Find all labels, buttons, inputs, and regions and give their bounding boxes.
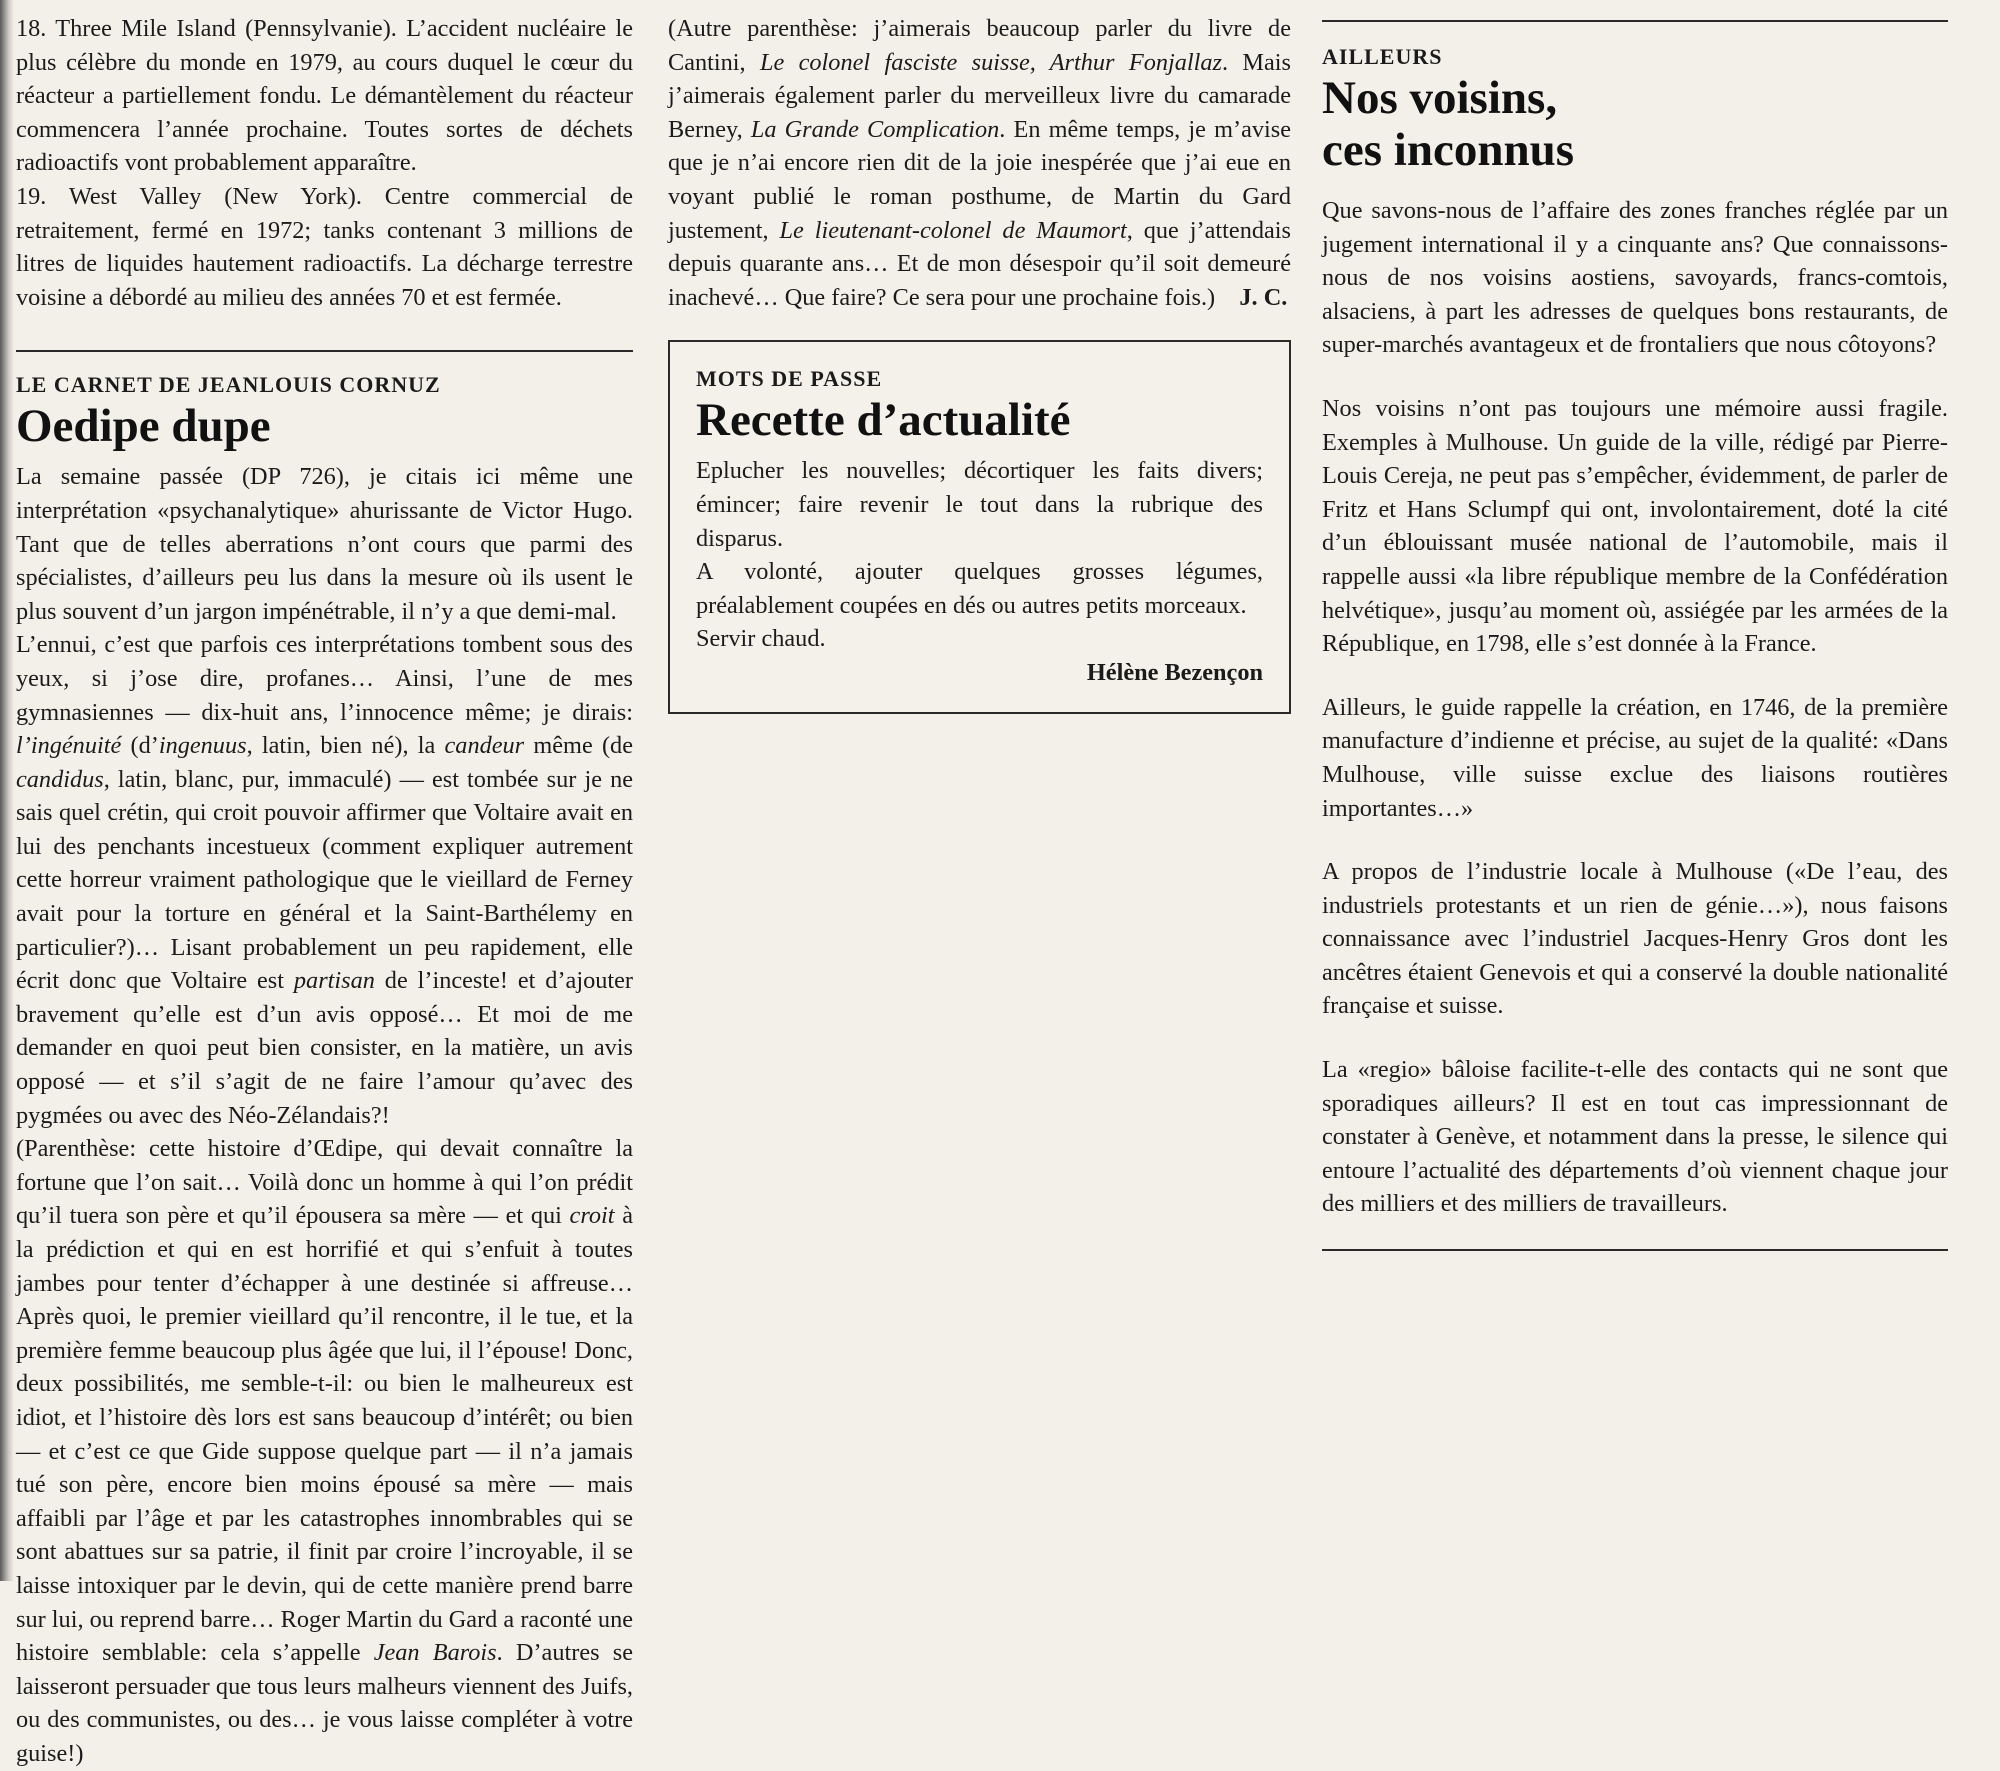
box-paragraph: Eplucher les nouvelles; décortiquer les faits divers; émincer; faire revenir le tout dans la rubrique des disparus. [696,457,1263,552]
section-kicker: LE CARNET DE JEANLOUIS CORNUZ [16,372,441,398]
article-title-line: Nos voisins, [1322,72,1558,124]
section-divider [1322,20,1948,22]
article-paragraph: Nos voisins n’ont pas toujours une mémoire aussi fragile. Exemples à Mulhouse. Un guide de la ville, rédigé par Pierre-Louis Cereja, ne peut pas s’empêcher, évidemment, de parler de Fritz et Hans Sclumpf qui ont, involontairement, doté la cité d’un éblouissant musée national de l’automobile, mais il rappelle aussi «la libre république membre de la Confédération helvétique», jusqu’au moment où, assiégée par les armées de la République, en 1798, elle s’est donnée à la France. [1322,394,1948,658]
box-paragraph: A volonté, ajouter quelques grosses légumes, préalablement coupées en dés ou autres petits morceaux. [696,558,1263,619]
article-paragraph: La semaine passée (DP 726), je citais ici même une interprétation «psychanalytique» ahurissante de Victor Hugo. Tant que de telles aberrations n’ont cours que parmi des spécialistes, d’ailleurs peu lus dans la mesure où ils usent le plus souvent d’un jargon impénétrable, il n’y a que demi-mal. [16,463,633,625]
author-initials: J. C. [1239,283,1288,311]
article-paragraph: La «regio» bâloise facilite-t-elle des contacts qui ne sont que sporadiques ailleurs? Il est en tout cas impressionnant de constater à Genève, et notamment dans la presse, le silence qui entoure l’actualité des départements d’où viennent chaque jour des milliers et des milliers de travailleurs. [1322,1056,1948,1218]
article-title-line: ces inconnus [1322,124,1575,176]
article-paragraph: (Parenthèse: cette histoire d’Œdipe, qui devait connaître la fortune que l’on sait… Voilà donc un homme à qui l’on prédit qu’il tuera son père et qu’il épousera sa mère — et qui croit à la prédiction et qui en est horrifié et qui s’enfuit à toutes jambes pour tenter d’échapper à une destinée si affreuse… Après quoi, le premier vieillard qu’il rencontre, il le tue, et la première femme beaucoup plus âgée que lui, il l’épouse! Donc, deux possibilités, me semble-t-il: ou bien le malheureux est idiot, et l’histoire dès lors est sans beaucoup d’intérêt; ou bien — et c’est ce que Gide suppose quelque part — il n’a jamais tué son père, encore bien moins épousé sa mère — mais affaibli par l’âge et par les catastrophes innombrables qui se sont abattues sur sa patrie, il finit par croire l’incroyable, il se laisse intoxiquer par le devin, qui de cette manière prend barre sur lui, ou reprend barre… Roger Martin du Gard a raconté une histoire semblable: cela s’appelle Jean Barois. D’autres se laisseront persuader que tous leurs malheurs viennent des Juifs, ou des communistes, ou des… je vous laisse compléter à votre guise!) [16,1135,634,1767]
article-paragraph: (Autre parenthèse: j’aimerais beaucoup parler du livre de Cantini, Le colonel fasciste suisse, Arthur Fonjallaz. Mais j’aimerais également parler du merveilleux livre du camarade Berney, La Grande Complication. En même temps, je m’avise que je n’ai encore rien dit de la joie inespérée que j’ai eue en voyant publié le roman posthume, de Martin du Gard justement, Le lieutenant-colonel de Maumort, que j’attendais depuis quarante ans… Et de mon désespoir qu’il soit demeuré inachevé… Que faire? Ce sera pour une prochaine fois.) J. C. [668,15,1292,311]
section-divider [16,350,633,352]
article-paragraph: Ailleurs, le guide rappelle la création, en 1746, de la première manufacture d’indienne et précise, au sujet de la qualité: «Dans Mulhouse, ville suisse exclue des liaisons routières importantes…» [1322,693,1948,822]
section-divider [1322,1249,1948,1251]
list-item-18: 18. Three Mile Island (Pennsylvanie). L’accident nucléaire le plus célèbre du monde en 1979, au cours duquel le cœur du réacteur a partiellement fondu. Le démantèlement du réacteur commencera l’année prochaine. Toutes sortes de déchets radioactifs vont probablement apparaître. [16,15,633,177]
page-binding-edge [0,0,14,1581]
section-kicker: AILLEURS [1322,44,1443,69]
sidebar-box [668,340,1291,713]
article-paragraph: Que savons-nous de l’affaire des zones franches réglée par un jugement international il y a cinquante ans? Que connaissons-nous de nos voisins aostiens, savoyards, francs-comtois, alsaciens, à part les adresses de quelques bons restaurants, de super-marchés avantageux et de frontaliers que nous côtoyons? [1322,197,1948,359]
box-paragraph: Servir chaud. [696,625,826,653]
article-paragraph: L’ennui, c’est que parfois ces interprétations tombent sous des yeux, si j’ose dire, profanes… Ainsi, l’une de mes gymnasiennes — dix-huit ans, l’innocence même; je dirais: l’ingénuité (d’ingenuus, latin, bien né), la candeur même (de candidus, latin, blanc, pur, immaculé) — est tombée sur je ne sais quel crétin, qui croit pouvoir affirmer que Voltaire avait en lui des penchants incestueux (comment expliquer autrement cette horreur vraiment pathologique que le vieillard de Ferney avait pour la torture en général et la Saint-Barthélemy en particulier?)… Lisant probablement un peu rapidement, elle écrit donc que Voltaire est partisan de l’inceste! et d’ajouter bravement qu’elle est d’un avis opposé… Et moi de me demander en quoi peut bien consister, en la matière, un avis opposé — et s’il s’agit de ne faire l’amour qu’avec des pygmées ou avec des Néo-Zélandais?! [16,631,633,1129]
box-signature: Hélène Bezençon [1086,658,1263,686]
article-title: Oedipe dupe [16,400,271,453]
box-title: Recette d’actualité [696,394,1071,447]
column-middle-content [668,12,1291,714]
article-paragraph: A propos de l’industrie locale à Mulhouse («De l’eau, des industriels protestants et un rien de génie…»), nous faisons connaissance avec l’industriel Jacques-Henry Gros dont les ancêtres étaient Genevois et qui a conservé la double nationalité française et suisse. [1322,858,1948,1020]
column-right [1322,12,1948,1251]
column-left [16,12,633,1771]
list-item-19: 19. West Valley (New York). Centre commercial de retraitement, fermé en 1972; tanks contenant 3 millions de litres de liquides hautement radioactifs. La décharge terrestre voisine a débordé au milieu des années 70 et est fermée. [16,182,633,311]
box-kicker: MOTS DE PASSE [696,366,883,392]
